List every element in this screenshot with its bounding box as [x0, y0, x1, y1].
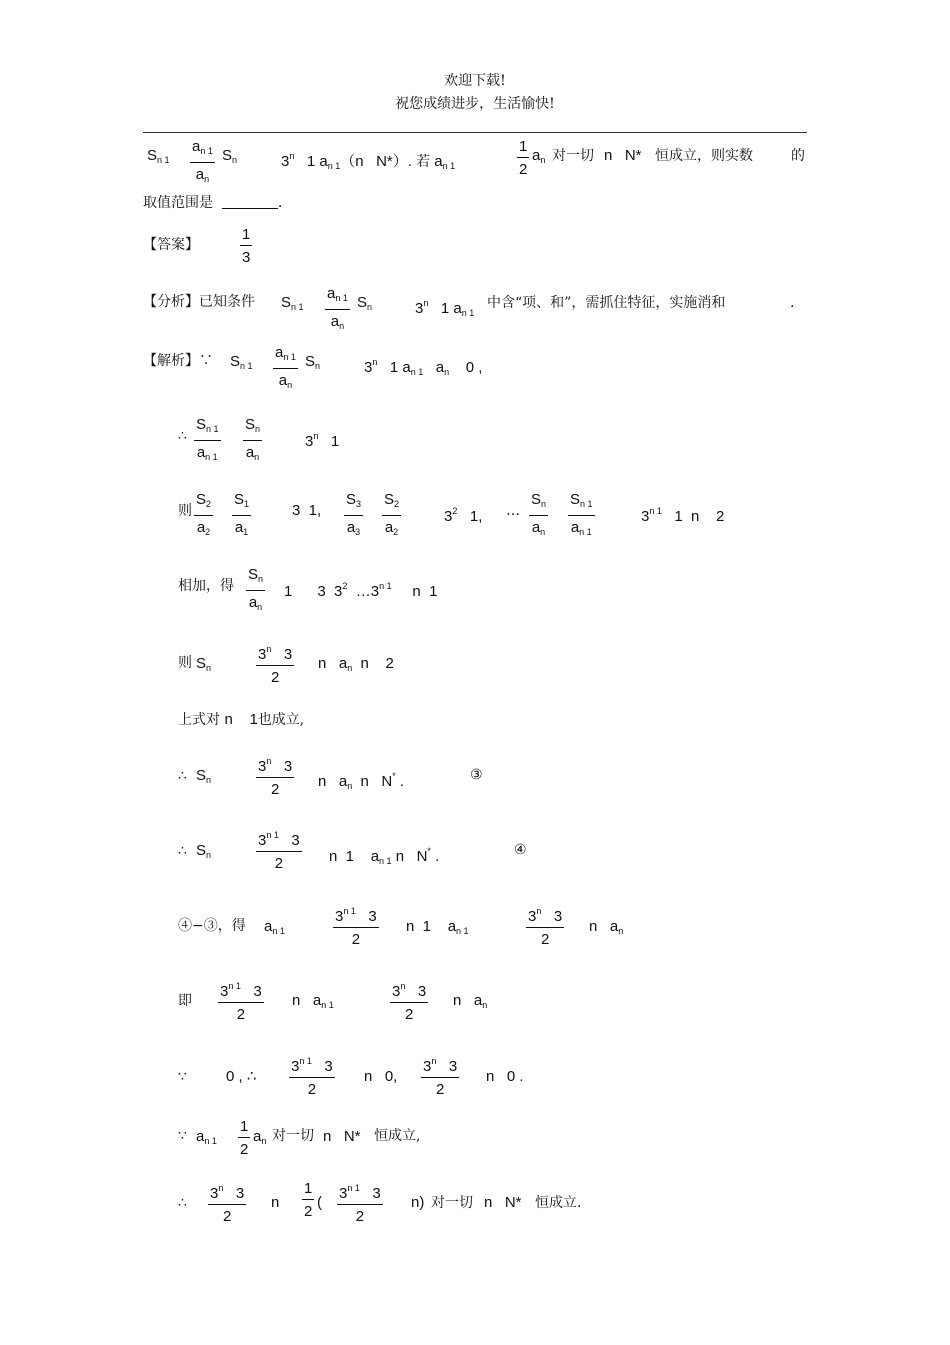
math-31: 3 1,: [292, 502, 322, 519]
frac-3n1-3-e: $\frac{3^{n 1} 3}{2}$: [337, 1180, 383, 1225]
then-2: 则: [178, 655, 192, 671]
frac-3n1-3-b: $\frac{3^{n 1} 3}{2}$: [333, 903, 379, 948]
frac-s2a2: $\frac{S_2}{a_2}$: [196, 491, 212, 537]
because-2: ∵: [178, 1128, 187, 1144]
math-eq4: n 1 $a_{n 1}$ n N* .: [329, 846, 440, 866]
math-frac-sn1: $\frac{S_{n 1}}{a_{n 1}}$: [196, 416, 219, 462]
frac-s3a3: $\frac{S_3}{a_3}$: [346, 491, 362, 537]
answer-blank: [222, 196, 278, 209]
math-frac-b: $\frac{a_{n 1}}{a_n}$: [327, 285, 348, 331]
math-sn-e: $S_n$: [196, 842, 212, 860]
math-frac-sol-1: $\frac{a_{n 1}}{a_n}$: [275, 344, 296, 390]
add-label: 相加，得: [178, 578, 234, 594]
frac-3n-3-e: $\frac{3^n 3}{2}$: [421, 1053, 459, 1098]
frac-s1a1: $\frac{S_1}{a_1}$: [234, 491, 250, 537]
frac-3n1-3-c: $\frac{3^{n 1} 3}{2}$: [218, 978, 264, 1023]
math-frac-half: $\frac{1}{2}$: [519, 138, 528, 178]
frac-sn1an1: $\frac{S_{n 1}}{a_{n 1}}$: [570, 491, 593, 537]
math-n-an-c: n $a_n$: [453, 992, 488, 1010]
math-nN-b: n N*: [484, 1194, 522, 1211]
math-sum: 1 3 $3^2$ $\dots 3^{n 1}$ n 1: [284, 581, 438, 600]
math-sol-1c: 3$^n$ 1 $a_{n 1}$ $a_n$ 0 ,: [364, 357, 483, 377]
math-n-paren: n): [411, 1194, 425, 1211]
dots-1: …: [506, 503, 520, 519]
frac-3n1-3: $\frac{3^{n 1} 3}{2}$: [256, 827, 302, 872]
frac-3n-3-d: $\frac{3^n 3}{2}$: [390, 978, 428, 1023]
math-n-an-n-2: n $a_n$ n 2: [318, 655, 394, 673]
so-2: ∴: [178, 768, 187, 784]
so-4: ∴: [178, 1195, 187, 1211]
solution-label: 【解析】∵: [143, 353, 213, 369]
math-paren: (: [317, 1194, 322, 1211]
math-n-in-N: n N*: [604, 147, 642, 164]
holds-line: 上式对 n 1也成立,: [178, 711, 305, 728]
holds-all-2: 恒成立.: [535, 1195, 582, 1211]
math-n0-b: n 0 .: [486, 1068, 524, 1085]
math-3n-1-b: 3$^n$ 1: [305, 431, 340, 450]
math-sn-d: $S_n$: [196, 767, 212, 785]
frac-3n-3: $\frac{3^n 3}{2}$: [256, 641, 294, 686]
holds-all-1: 恒成立,: [374, 1128, 421, 1144]
answer-fraction: $\frac{1}{3}$: [242, 226, 251, 266]
problem-tail-2: 恒成立，则实数: [655, 148, 753, 164]
ie-label: 即: [178, 993, 192, 1009]
problem-tail-3: 的: [791, 148, 805, 164]
analysis-text: 中含“项、和”，需抓住特征，实施消和: [487, 295, 726, 311]
math-sn: $S_n$: [222, 147, 238, 165]
math-n-an1: n $a_{n 1}$: [292, 992, 334, 1010]
math-n: n: [271, 1194, 280, 1211]
analysis-label: 【分析】已知条件: [143, 294, 255, 310]
frac-half-b: $\frac{1}{2}$: [240, 1118, 249, 1158]
math-n-an-b: n $a_n$: [589, 918, 624, 936]
math-n0: n 0,: [364, 1068, 398, 1085]
math-nN: n N*: [323, 1128, 361, 1145]
math-32: $3^2$ 1,: [444, 506, 483, 525]
subtract-label: ④−③，得: [178, 918, 246, 934]
header-line-2: 祝您成绩进步，生活愉快!: [395, 96, 555, 112]
math-eq3: n $a_n$ n N* .: [318, 771, 405, 791]
answer-label: 【答案】: [143, 237, 199, 253]
math-0: 0 , ∴: [226, 1068, 257, 1085]
math-3n-b: 3$^n$ 1 $a_{n 1}$: [415, 298, 475, 318]
so-1: ∴: [178, 428, 187, 444]
math-an: $a_n$: [532, 147, 546, 165]
frac-3n-3-c: $\frac{3^n 3}{2}$: [526, 903, 564, 948]
frac-3n-3-b: $\frac{3^n 3}{2}$: [256, 753, 294, 798]
then-1: 则: [178, 503, 192, 519]
because-1: ∵: [178, 1069, 187, 1085]
circle-3: ③: [470, 767, 483, 783]
frac-s2a2-b: $\frac{S_2}{a_2}$: [384, 491, 400, 537]
math-frac-sn: $\frac{S_n}{a_n}$: [245, 416, 261, 462]
math-an1-b: $a_{n 1}$: [196, 1128, 217, 1146]
so-3: ∴: [178, 843, 187, 859]
math-sn-c: $S_n$: [196, 655, 212, 673]
math-n1-an1: n 1 $a_{n 1}$: [406, 918, 469, 936]
math-sn-b: $S_n$: [357, 294, 373, 312]
header-line-1: 欢迎下载!: [444, 73, 506, 89]
frac-snan-b: $\frac{S_n}{a_n}$: [248, 566, 264, 612]
problem-line-2: 取值范围是 .: [143, 195, 283, 211]
math-an1: $a_{n 1}$: [264, 918, 285, 936]
header-rule: [143, 132, 807, 133]
math-3n-1: 3$^n$ 1 $a_{n 1}(n$ N*）. 若 $a_{n 1}$: [281, 151, 456, 171]
math-sol-1b: $S_n$: [305, 353, 321, 371]
math-an-d: $a_n$: [253, 1128, 267, 1146]
analysis-end: .: [790, 295, 795, 311]
math-frac-an1-an: $\frac{a_{n 1}}{a_n}$: [192, 138, 213, 184]
math-3n1: $3^{n 1}$ 1 n 2: [641, 506, 725, 525]
for-all-2: 对一切: [431, 1195, 473, 1211]
frac-3n-3-f: $\frac{3^n 3}{2}$: [208, 1180, 246, 1225]
problem-tail-1: 对一切: [552, 148, 594, 164]
frac-half-c: $\frac{1}{2}$: [304, 1180, 313, 1220]
math-s-n1-b: $S_{n 1}$: [281, 294, 304, 312]
for-all-1: 对一切: [272, 1128, 314, 1144]
math-s-n1: $S_{n 1}$: [147, 147, 170, 165]
math-sol-1: $S_{n 1}$: [230, 353, 253, 371]
frac-snan: $\frac{S_n}{a_n}$: [531, 491, 547, 537]
frac-3n1-3-d: $\frac{3^{n 1} 3}{2}$: [289, 1053, 335, 1098]
circle-4: ④: [514, 842, 527, 858]
